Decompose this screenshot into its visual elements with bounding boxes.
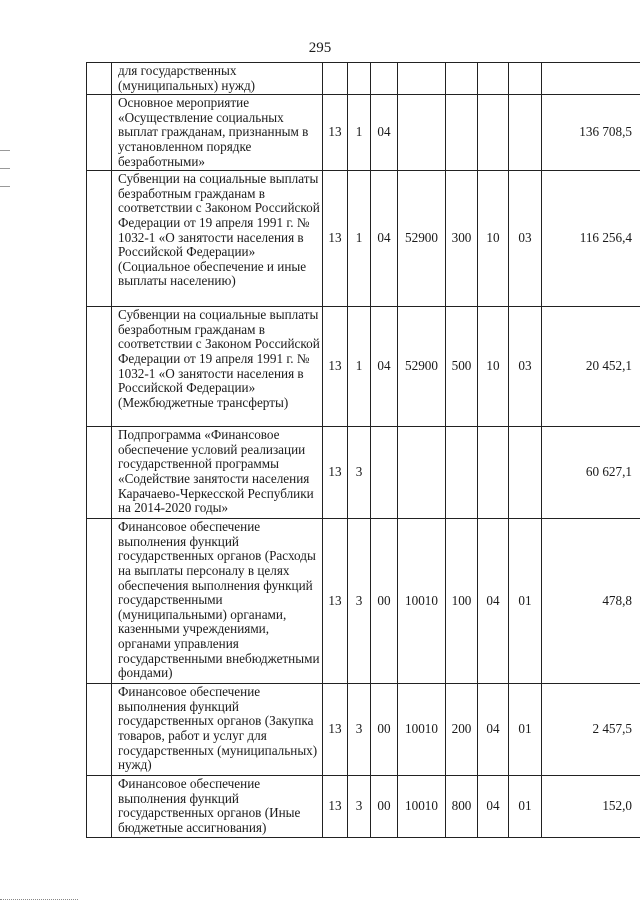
table-cell-blank	[87, 95, 112, 171]
budget-table	[86, 62, 640, 838]
table-row	[87, 684, 640, 776]
row-code-direction	[398, 427, 446, 519]
row-amount: 60 627,1	[542, 427, 640, 519]
row-code-subsection: 01	[509, 519, 542, 684]
row-code-program: 13	[323, 427, 348, 519]
row-code-direction: 52900	[398, 307, 446, 427]
row-code-subsection	[509, 427, 542, 519]
row-code-expense-type	[446, 95, 478, 171]
row-code-subsection	[509, 63, 542, 95]
row-code-activity: 00	[371, 684, 398, 776]
table-cell-blank	[87, 519, 112, 684]
table-row	[87, 63, 640, 95]
row-code-section	[478, 63, 509, 95]
row-code-direction	[398, 95, 446, 171]
row-amount: 152,0	[542, 776, 640, 837]
row-code-subprogram: 3	[348, 776, 371, 837]
page-number: 295	[308, 40, 332, 56]
row-code-direction: 52900	[398, 171, 446, 307]
row-description: Финансовое обеспечение выполнения функций государственных органов (Иные бюджетные ассигнования)	[112, 776, 323, 837]
table-row	[87, 427, 640, 519]
row-code-section: 10	[478, 307, 509, 427]
row-code-activity	[371, 63, 398, 95]
table-cell-blank	[87, 63, 112, 95]
row-code-section: 04	[478, 684, 509, 776]
row-code-section: 04	[478, 519, 509, 684]
row-code-subprogram: 1	[348, 307, 371, 427]
row-code-program: 13	[323, 307, 348, 427]
row-code-subsection: 03	[509, 171, 542, 307]
row-code-section: 04	[478, 776, 509, 837]
row-code-expense-type: 500	[446, 307, 478, 427]
row-amount: 478,8	[542, 519, 640, 684]
row-code-direction: 10010	[398, 519, 446, 684]
row-description: Субвенции на социальные выплаты безработным гражданам в соответствии с Законом Российской Федерации от 19 апреля 1991 г. № 1032-1 «О занятости населения в Российской Федерации» (Социальное обеспечение и иные выплаты населению)	[112, 171, 323, 307]
row-description: Финансовое обеспечение выполнения функций государственных органов (Закупка товаров, работ и услуг для государственных (муниципальных) нужд)	[112, 684, 323, 776]
row-code-program: 13	[323, 519, 348, 684]
row-code-subprogram: 1	[348, 95, 371, 171]
row-code-section	[478, 427, 509, 519]
scan-edge-mark	[0, 899, 78, 901]
table-cell-blank	[87, 171, 112, 307]
row-code-subprogram	[348, 63, 371, 95]
row-description: Финансовое обеспечение выполнения функций государственных органов (Расходы на выплаты персоналу в целях обеспечения выполнения функций государственными (муниципальными) органами, казенными учреждениями, органами управления государственными внебюджетными фондами)	[112, 519, 323, 684]
row-code-program	[323, 63, 348, 95]
row-code-activity: 00	[371, 519, 398, 684]
row-code-section: 10	[478, 171, 509, 307]
row-code-expense-type	[446, 63, 478, 95]
row-code-direction: 10010	[398, 776, 446, 837]
row-amount: 20 452,1	[542, 307, 640, 427]
row-code-expense-type: 200	[446, 684, 478, 776]
table-cell-blank	[87, 684, 112, 776]
row-code-activity: 04	[371, 95, 398, 171]
row-description: Основное мероприятие «Осуществление социальных выплат гражданам, признанным в установленном порядке безработными»	[112, 95, 323, 171]
row-code-section	[478, 95, 509, 171]
table-cell-blank	[87, 307, 112, 427]
table-cell-blank	[87, 776, 112, 837]
row-amount	[542, 63, 640, 95]
row-code-subsection: 01	[509, 684, 542, 776]
row-code-direction: 10010	[398, 684, 446, 776]
row-code-activity: 04	[371, 307, 398, 427]
row-amount: 116 256,4	[542, 171, 640, 307]
row-code-subsection: 03	[509, 307, 542, 427]
table-row	[87, 95, 640, 171]
row-code-direction	[398, 63, 446, 95]
scan-edge-mark	[0, 168, 10, 169]
row-code-program: 13	[323, 776, 348, 837]
row-code-activity: 04	[371, 171, 398, 307]
row-code-expense-type: 100	[446, 519, 478, 684]
row-description: Субвенции на социальные выплаты безработным гражданам в соответствии с Законом Российской Федерации от 19 апреля 1991 г. № 1032-1 «О занятости населения в Российской Федерации» (Межбюджетные трансферты)	[112, 307, 323, 427]
row-code-subsection: 01	[509, 776, 542, 837]
row-amount: 136 708,5	[542, 95, 640, 171]
scan-edge-mark	[0, 150, 10, 151]
row-description: Подпрограмма «Финансовое обеспечение условий реализации государственной программы «Содействие занятости населения Карачаево-Черкесской Республики на 2014-2020 годы»	[112, 427, 323, 519]
row-code-subprogram: 1	[348, 171, 371, 307]
table-row	[87, 519, 640, 684]
row-code-expense-type: 800	[446, 776, 478, 837]
row-code-subprogram: 3	[348, 519, 371, 684]
table-row	[87, 776, 640, 837]
scan-edge-mark	[0, 186, 10, 187]
row-code-program: 13	[323, 171, 348, 307]
row-code-program: 13	[323, 95, 348, 171]
row-code-activity	[371, 427, 398, 519]
row-amount: 2 457,5	[542, 684, 640, 776]
row-code-expense-type	[446, 427, 478, 519]
row-description: для государственных (муниципальных) нужд)	[112, 63, 323, 95]
row-code-subsection	[509, 95, 542, 171]
row-code-activity: 00	[371, 776, 398, 837]
table-row	[87, 171, 640, 307]
table-cell-blank	[87, 427, 112, 519]
row-code-program: 13	[323, 684, 348, 776]
table-row	[87, 307, 640, 427]
row-code-subprogram: 3	[348, 684, 371, 776]
row-code-subprogram: 3	[348, 427, 371, 519]
row-code-expense-type: 300	[446, 171, 478, 307]
